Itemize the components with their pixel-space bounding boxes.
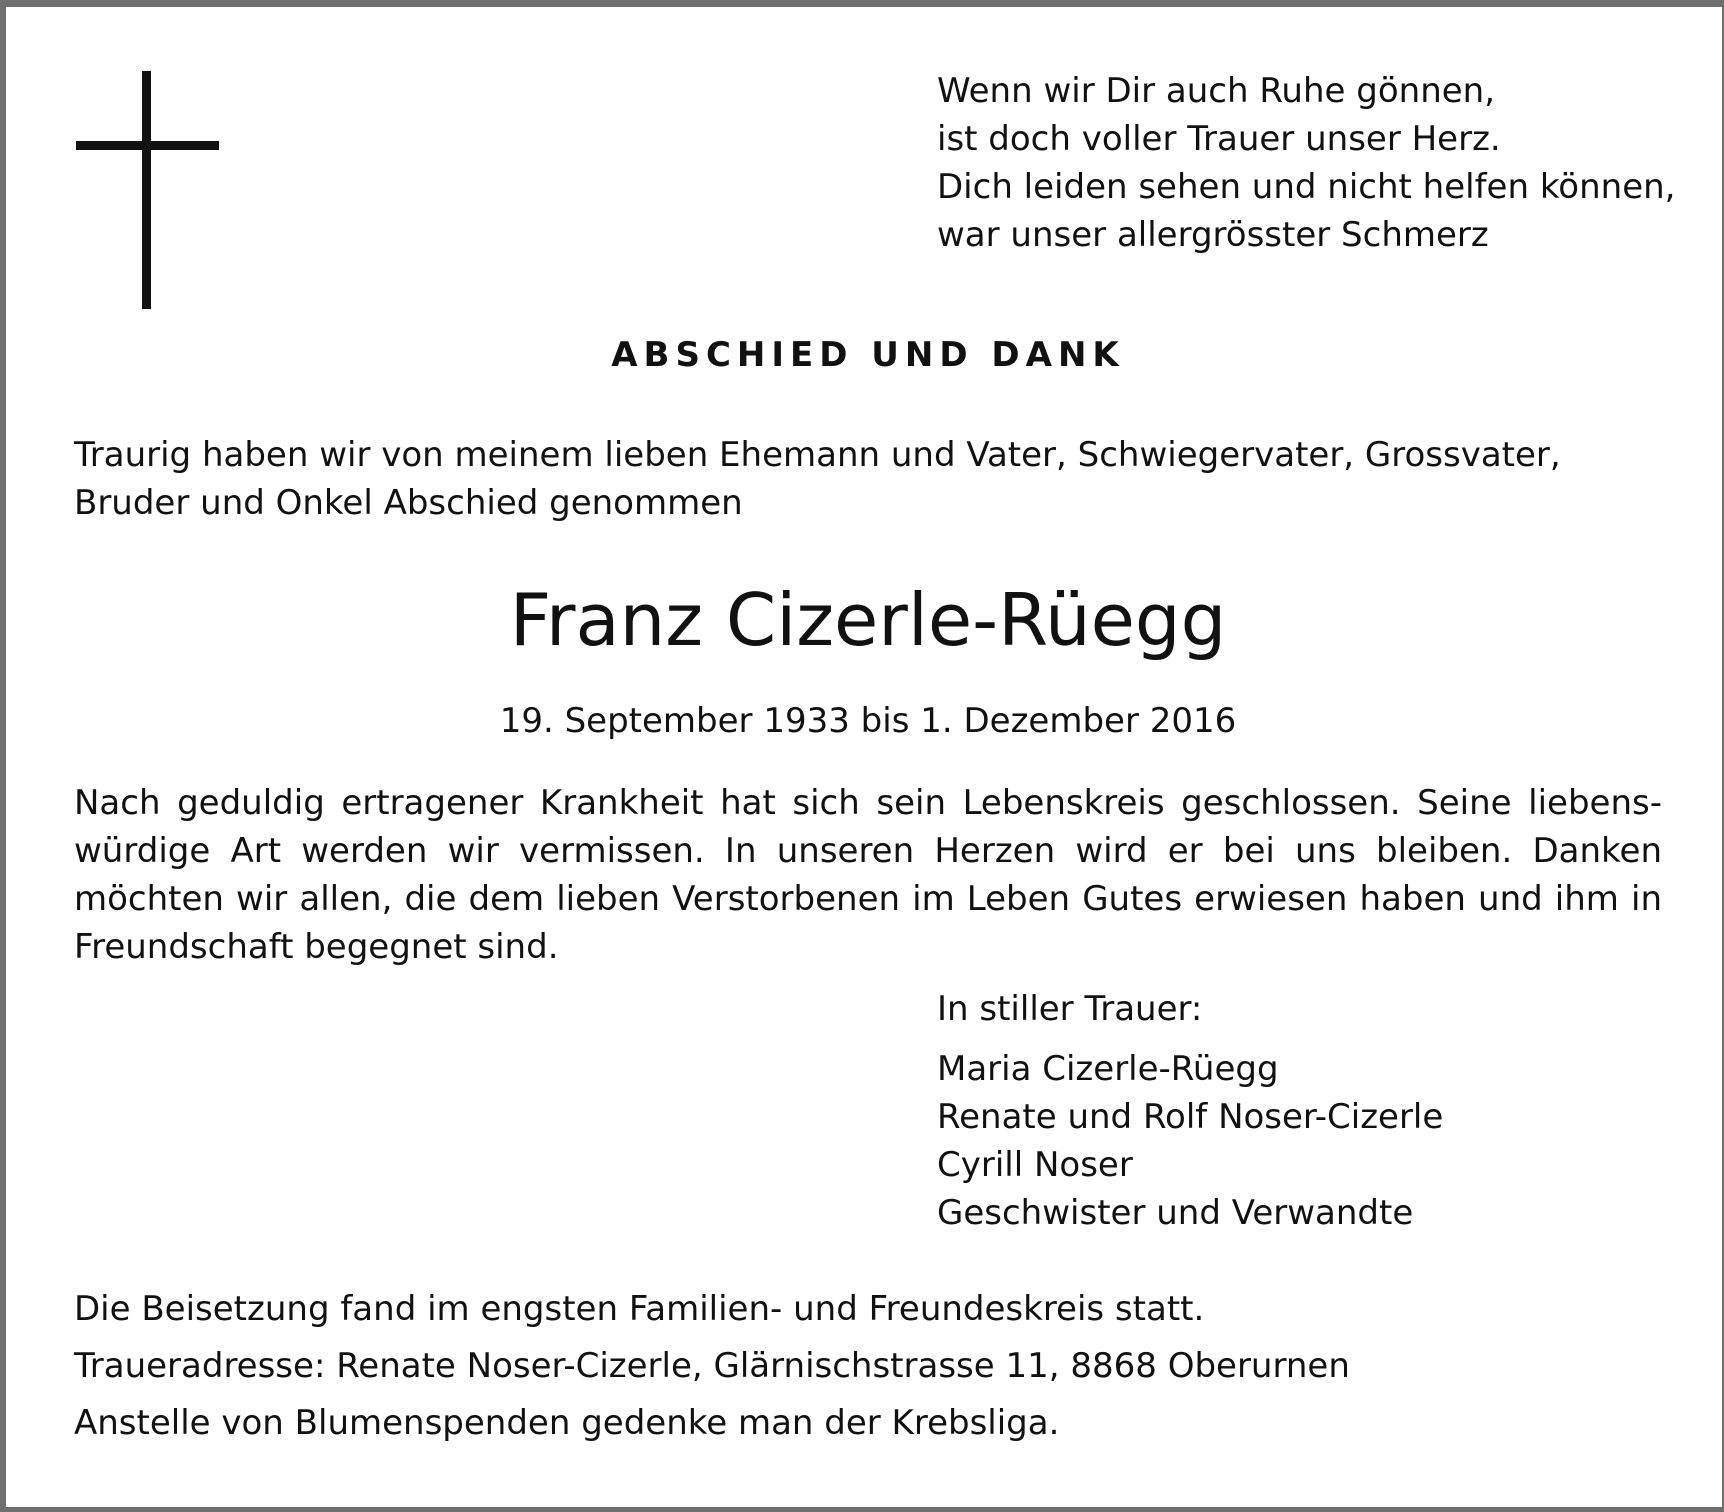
- poem-line: Dich leiden sehen und nicht helfen können,: [937, 167, 1676, 207]
- mourner-name: Geschwister und Verwandte: [937, 1193, 1414, 1233]
- mourning-address: Traueradresse: Renate Noser-Cizerle, Glärnischstrasse 11, 8868 Oberurnen: [74, 1346, 1350, 1386]
- mourners-lead: In stiller Trauer:: [937, 989, 1203, 1029]
- cross-horizontal-bar: [76, 141, 219, 150]
- body-paragraph: Nach geduldig ertragener Krankheit hat sich sein Lebenskreis geschlossen. Seine liebenswürdige Art werden wir vermissen. In unseren Herzen wird er bei uns bleiben. Danken möchten wir allen, die dem lieben Verstorbenen im Leben Gutes erwiesen haben und ihm in Freundschaft begegnet sind.: [74, 783, 1662, 967]
- mourner-name: Renate und Rolf Noser-Cizerle: [937, 1097, 1444, 1137]
- deceased-name: Franz Cizerle-Rüegg: [509, 578, 1227, 662]
- notice-heading: ABSCHIED UND DANK: [611, 335, 1125, 375]
- poem-line: ist doch voller Trauer unser Herz.: [937, 119, 1501, 159]
- cross-vertical-bar: [142, 71, 151, 309]
- mourner-name: Cyrill Noser: [937, 1145, 1133, 1185]
- mourner-name: Maria Cizerle-Rüegg: [937, 1049, 1279, 1089]
- life-dates: 19. September 1933 bis 1. Dezember 2016: [499, 701, 1237, 741]
- intro-paragraph: Traurig haben wir von meinem lieben Ehemann und Vater, Schwiegervater, Grossvater, Bruder und Onkel Abschied genommen: [74, 435, 1561, 523]
- poem-line: war unser allergrösster Schmerz: [937, 215, 1489, 255]
- donation-note: Anstelle von Blumenspenden gedenke man der Krebsliga.: [74, 1403, 1060, 1443]
- poem-line: Wenn wir Dir auch Ruhe gönnen,: [937, 71, 1496, 111]
- poem: [937, 67, 1697, 259]
- mourners-list: [937, 1045, 1443, 1237]
- mourners-block: [937, 985, 1443, 1237]
- footer-notes: [74, 1281, 1350, 1452]
- burial-note: Die Beisetzung fand im engsten Familien- und Freundeskreis statt.: [74, 1289, 1205, 1329]
